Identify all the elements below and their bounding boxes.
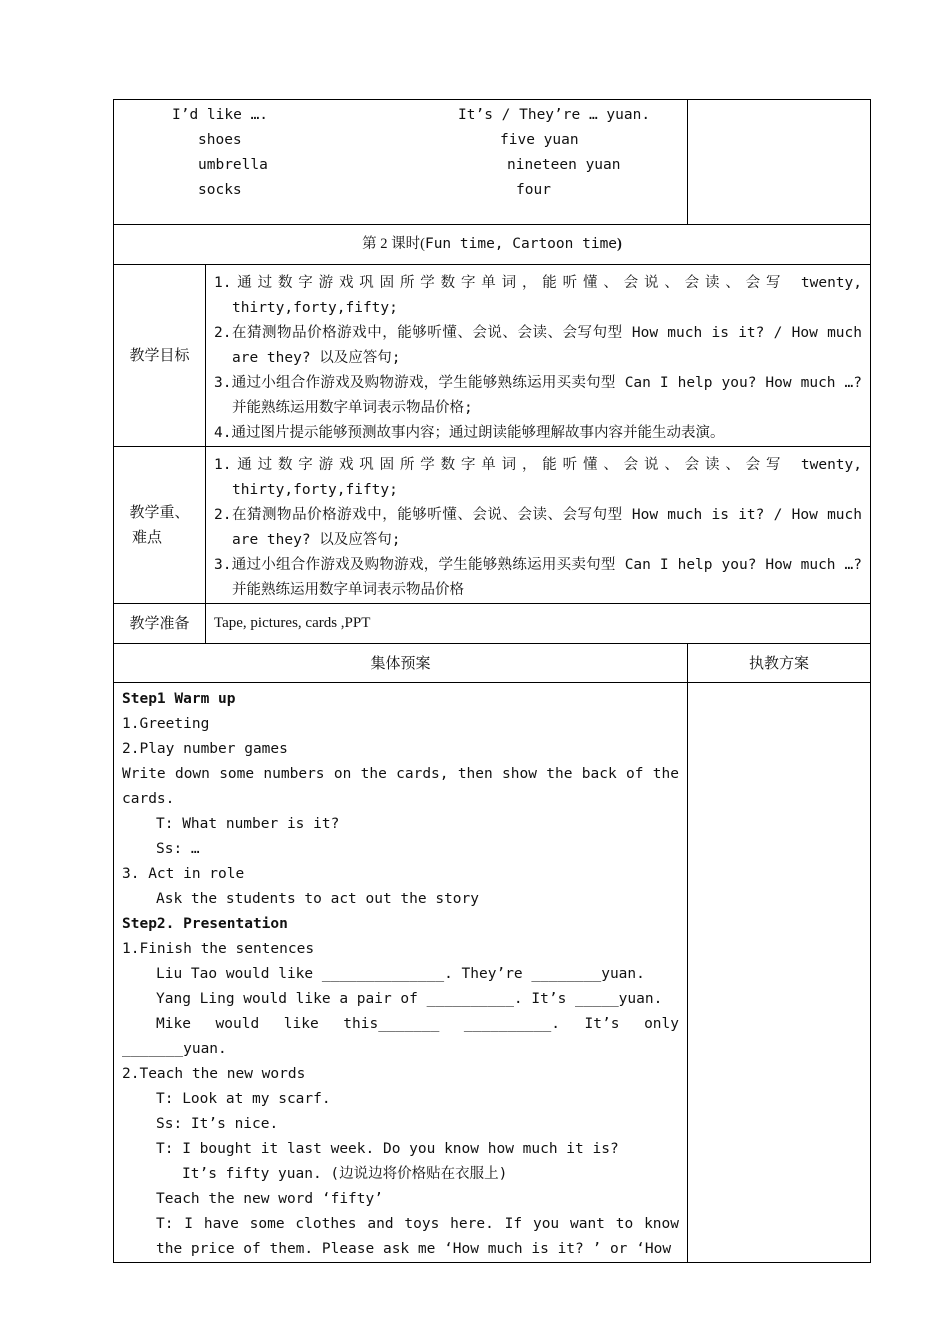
plan-line: Ss: It’s nice. xyxy=(156,1116,279,1132)
objectives-cell xyxy=(206,265,871,447)
vocabulary-cell xyxy=(114,100,688,225)
plan-line: Yang Ling would like a pair of __________. It’s _____yuan. xyxy=(156,991,663,1007)
plan-line: Ss: … xyxy=(156,841,200,857)
lesson-plan-table xyxy=(113,99,871,1263)
objective-item: 4.通过图片提示能够预测故事内容；通过朗读能够理解故事内容并能生动表演。 xyxy=(214,425,725,441)
key-point-item: 2.在猜测物品价格游戏中，能够听懂、会说、会读、会写句型 How much is it? / How much are they? 以及应答句; xyxy=(214,507,862,548)
plan-line: 1.Finish the sentences xyxy=(122,941,315,957)
lesson-title: Fun time, Cartoon time xyxy=(424,236,618,252)
plan-line: Mike would like this_______ __________. It’s only _______yuan. xyxy=(122,1016,679,1057)
objectives-row xyxy=(114,265,871,447)
word-socks: socks xyxy=(198,182,242,198)
word-shoes: shoes xyxy=(198,132,242,148)
plan-line: Write down some numbers on the cards, then show the back of the cards. xyxy=(122,766,679,807)
plan-body-cell xyxy=(114,683,688,1263)
plan-line: T: Look at my scarf. xyxy=(156,1091,331,1107)
plan-line: 3. Act in role xyxy=(122,866,245,882)
word-nineteen-yuan: nineteen yuan xyxy=(507,157,621,173)
plan-line: T: I have some clothes and toys here. If you want to know the price of them. Please ask me ‘How much is it? ’ or ‘How xyxy=(156,1216,679,1257)
key-point-item: 1.通过数字游戏巩固所学数字单词，能听懂、会说、会读、会写 twenty, thirty,forty,fifty; xyxy=(214,457,862,498)
preparation-label: 教学准备 xyxy=(114,604,206,644)
vocabulary-row xyxy=(114,100,871,225)
plan-line: 1.Greeting xyxy=(122,716,210,732)
word-umbrella: umbrella xyxy=(198,157,268,173)
lesson-header-row xyxy=(114,225,871,265)
key-points-row xyxy=(114,447,871,604)
step1-title: Step1 Warm up xyxy=(122,691,236,707)
plan-line: Liu Tao would like ______________. They’re ________yuan. xyxy=(156,966,645,982)
plan-line: Teach the new word ‘fifty’ xyxy=(156,1191,383,1207)
preparation-row xyxy=(114,604,871,644)
pattern-price: It’s / They’re … yuan. xyxy=(458,107,651,123)
pattern-would-like: I’d like …. xyxy=(172,107,269,123)
objective-item: 3.通过小组合作游戏及购物游戏，学生能够熟练运用买卖句型 Can I help you? How much …?并能熟练运用数字单词表示物品价格; xyxy=(214,375,862,416)
plan-column-header: 集体预案 xyxy=(114,644,688,683)
execution-column-header: 执教方案 xyxy=(688,644,871,683)
key-point-item: 3.通过小组合作游戏及购物游戏，学生能够熟练运用买卖句型 Can I help you? How much …?并能熟练运用数字单词表示物品价格 xyxy=(214,557,862,598)
word-five-yuan: five yuan xyxy=(500,132,579,148)
vocabulary-notes-cell xyxy=(688,100,871,225)
objectives-label: 教学目标 xyxy=(114,265,206,447)
word-four: four xyxy=(516,182,551,198)
plan-line: T: I bought it last week. Do you know how much it is? xyxy=(156,1141,619,1157)
step2-title: Step2. Presentation xyxy=(122,916,288,932)
plan-line: 2.Play number games xyxy=(122,741,288,757)
plan-line: Ask the students to act out the story xyxy=(156,891,480,907)
key-points-cell xyxy=(206,447,871,604)
plan-line: 2.Teach the new words xyxy=(122,1066,306,1082)
lesson-plan-page xyxy=(113,99,870,1263)
plan-line: T: What number is it? xyxy=(156,816,340,832)
objective-item: 2.在猜测物品价格游戏中，能够听懂、会说、会读、会写句型 How much is it? / How much are they? 以及应答句; xyxy=(214,325,862,366)
plan-body-row xyxy=(114,683,871,1263)
preparation-value: Tape, pictures, cards ,PPT xyxy=(206,604,871,644)
execution-cell xyxy=(688,683,871,1263)
objective-item: 1.通过数字游戏巩固所学数字单词，能听懂、会说、会读、会写 twenty, thirty,forty,fifty; xyxy=(214,275,862,316)
lesson-header: 第 2 课时(Fun time, Cartoon time) xyxy=(114,225,871,265)
plan-header-row xyxy=(114,644,871,683)
key-points-label: 教学重、 难点 xyxy=(114,447,206,604)
plan-line: It’s fifty yuan. (边说边将价格贴在衣服上) xyxy=(182,1166,508,1182)
